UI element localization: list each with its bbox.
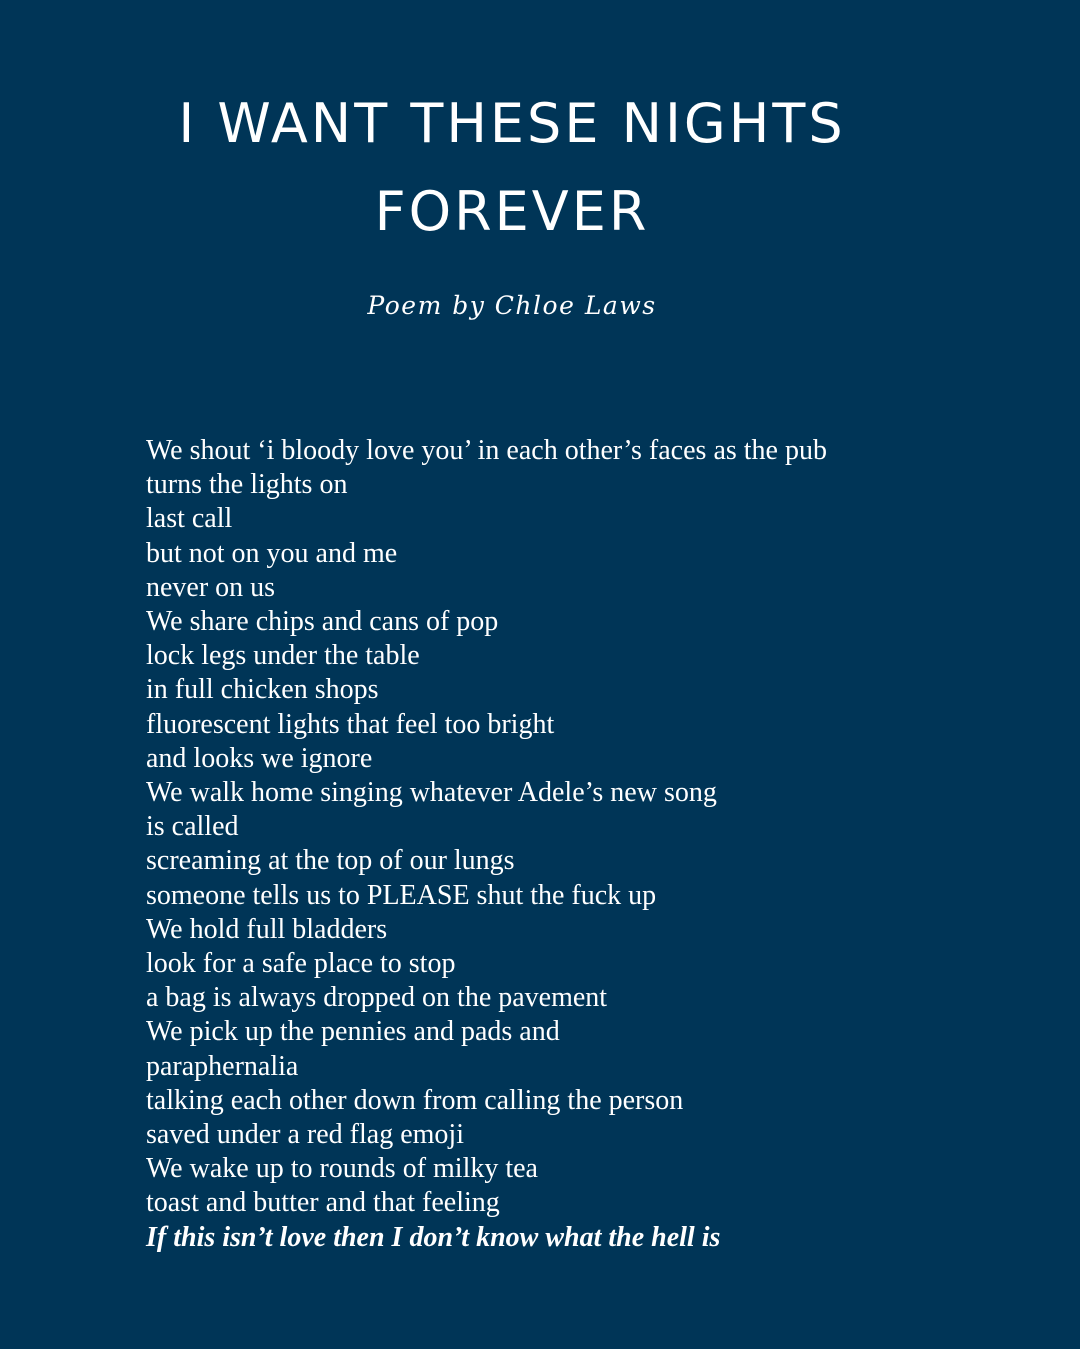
poem-line: in full chicken shops <box>146 674 379 706</box>
poem-line: We walk home singing whatever Adele’s new song <box>146 777 717 809</box>
poem-line: We shout ‘i bloody love you’ in each other’s faces as the pub <box>146 435 827 466</box>
poem-body <box>146 434 1046 1255</box>
poem-title <box>0 80 1024 256</box>
poem-line: fluorescent lights that feel too bright <box>146 708 555 740</box>
poem-line: lock legs under the table <box>146 640 420 672</box>
poem-line: but not on you and me <box>146 537 398 569</box>
poem-closing-line: If this isn’t love then I don’t know what the hell is <box>146 1221 721 1253</box>
poem-line: someone tells us to PLEASE shut the fuck up <box>146 879 657 911</box>
poem-line: turns the lights on <box>146 469 348 501</box>
poem-line: screaming at the top of our lungs <box>146 845 515 877</box>
poem-byline: Poem by Chloe Laws <box>367 291 657 320</box>
poem-line: look for a safe place to stop <box>146 948 456 980</box>
poem-line: talking each other down from calling the person <box>146 1084 684 1116</box>
poem-title-line-2: FOREVER <box>374 180 650 243</box>
poem-line: a bag is always dropped on the pavement <box>146 982 608 1014</box>
poem-line: paraphernalia <box>146 1050 299 1082</box>
poem-line: never on us <box>146 571 276 603</box>
poem-line: We hold full bladders <box>146 913 388 945</box>
poem-line: is called <box>146 811 239 843</box>
poem-line: saved under a red flag emoji <box>146 1119 464 1151</box>
poem-line: We wake up to rounds of milky tea <box>146 1153 538 1185</box>
poem-title-line-1: I WANT THESE NIGHTS <box>178 92 846 155</box>
poem-line: last call <box>146 503 233 535</box>
poem-line: We pick up the pennies and pads and <box>146 1016 560 1048</box>
poem-line: We share chips and cans of pop <box>146 606 499 638</box>
poem-line: toast and butter and that feeling <box>146 1187 500 1219</box>
poem-line: and looks we ignore <box>146 742 373 774</box>
